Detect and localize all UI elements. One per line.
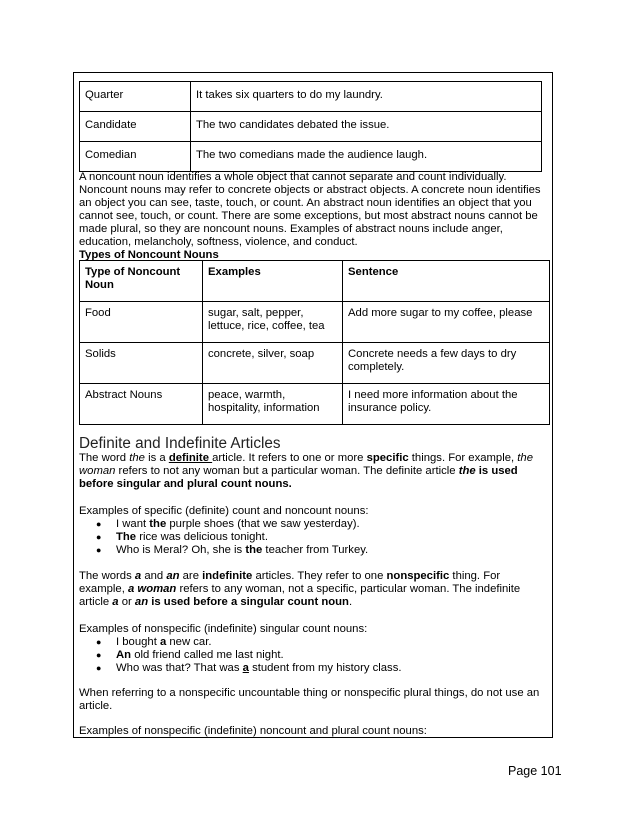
text-run: things. For example, [408, 452, 518, 464]
text-run: the [129, 452, 145, 464]
text-run: are [179, 570, 203, 582]
table-row [80, 302, 550, 343]
text-run: the [458, 465, 476, 478]
noncount-plural-examples-intro: Examples of nonspecific (indefinite) noncount and plural count nouns: [79, 725, 427, 737]
noncount-noun-table [79, 260, 550, 425]
list-item: ● Who is Meral? Oh, she is the teacher from Turkey. [79, 544, 549, 557]
text-run: and [141, 570, 167, 582]
type-cell: Solids [85, 348, 116, 360]
examples-cell: sugar, salt, pepper, lettuce, rice, coffee, tea [208, 307, 325, 332]
text-run: refers to any woman, not a specific, particular woman. The indefinite article [79, 583, 521, 609]
header-examples: Examples [208, 266, 261, 278]
text-run: an [166, 570, 180, 582]
table-row [80, 112, 542, 142]
list-item: ● I bought a new car. [79, 636, 549, 649]
list-item: ● An old friend called me last night. [79, 649, 549, 662]
definite-examples-list [79, 518, 549, 557]
text-run: indefinite [202, 570, 253, 582]
indefinite-article-paragraph [79, 570, 549, 609]
text-run: The words [79, 570, 135, 582]
indefinite-examples-list [79, 636, 549, 675]
content-frame [73, 72, 553, 738]
text-run: the woman [79, 452, 533, 478]
table-row [80, 384, 550, 425]
count-noun-table [79, 81, 542, 172]
header-type: Type of Noncount Noun [85, 266, 181, 291]
no-article-paragraph: When referring to a nonspecific uncountable thing or nonspecific plural things, do not use an article. [79, 687, 540, 713]
table-row [80, 82, 542, 112]
examples-cell: peace, warmth, hospitality, information [208, 389, 320, 414]
sentence-cell: Concrete needs a few days to dry completely. [348, 348, 517, 373]
noun-cell: Quarter [85, 89, 124, 101]
text-run: specific [366, 452, 409, 464]
page-number: Page 101 [508, 764, 562, 778]
text-run: an [134, 596, 149, 609]
text-run: nonspecific [386, 570, 450, 582]
definite-article-paragraph [79, 452, 549, 491]
text-run: a [134, 570, 142, 582]
table-header-row [80, 261, 550, 302]
sentence-cell: The two candidates debated the issue. [196, 119, 390, 131]
definite-examples-intro: Examples of specific (definite) count and noncount nouns: [79, 505, 369, 517]
text-run: thing. For example, [79, 570, 501, 596]
table-row [80, 142, 542, 172]
noun-cell: Comedian [85, 149, 137, 161]
indefinite-examples-intro: Examples of nonspecific (indefinite) singular count nouns: [79, 623, 368, 635]
examples-cell: concrete, silver, soap [208, 348, 315, 360]
sentence-cell: Add more sugar to my coffee, please [348, 307, 533, 319]
text-run: a [112, 596, 119, 609]
list-item: ● I want the purple shoes (that we saw yesterday). [79, 518, 549, 531]
type-cell: Abstract Nouns [85, 389, 163, 401]
table-row [80, 343, 550, 384]
sentence-cell: The two comedians made the audience laugh. [196, 149, 428, 161]
type-cell: Food [85, 307, 111, 319]
list-item: ● Who was that? That was a student from my history class. [79, 662, 549, 675]
noncount-intro-paragraph: A noncount noun identifies a whole object that cannot separate and count individually. Noncount nouns may refer to concrete objects or abstract objects. A concrete noun identifies an object you can see, taste, touch, or count. An abstract noun identifies an object that you cannot see, touch, or count. There are some exceptions, but most abstract nouns cannot be made plural, so they are noncount nouns. Examples of abstract nouns include anger, education, melancholy, softness, violence, and conduct. [79, 171, 541, 249]
text-run: . [348, 596, 353, 609]
sentence-cell: It takes six quarters to do my laundry. [196, 89, 383, 101]
text-run: articles. They refer to one [252, 570, 387, 582]
text-run: article. It refers to one or more [212, 452, 367, 464]
text-run: definite [168, 452, 213, 464]
text-run: is used before singular and plural count nouns. [79, 465, 518, 491]
header-sentence: Sentence [348, 266, 399, 278]
section-title: Definite and Indefinite Articles [79, 435, 281, 452]
text-run: a woman [127, 583, 177, 596]
text-run: or [118, 596, 135, 609]
sentence-cell: I need more information about the insurance policy. [348, 389, 518, 414]
text-run: refers to not any woman but a particular woman. The definite article [115, 465, 459, 478]
noun-cell: Candidate [85, 119, 137, 131]
text-run: is a [144, 452, 169, 464]
list-item: ● The rice was delicious tonight. [79, 531, 549, 544]
noncount-types-heading: Types of Noncount Nouns [79, 249, 219, 261]
text-run: The word [79, 452, 130, 464]
text-run: is used before a singular count noun [148, 596, 349, 609]
